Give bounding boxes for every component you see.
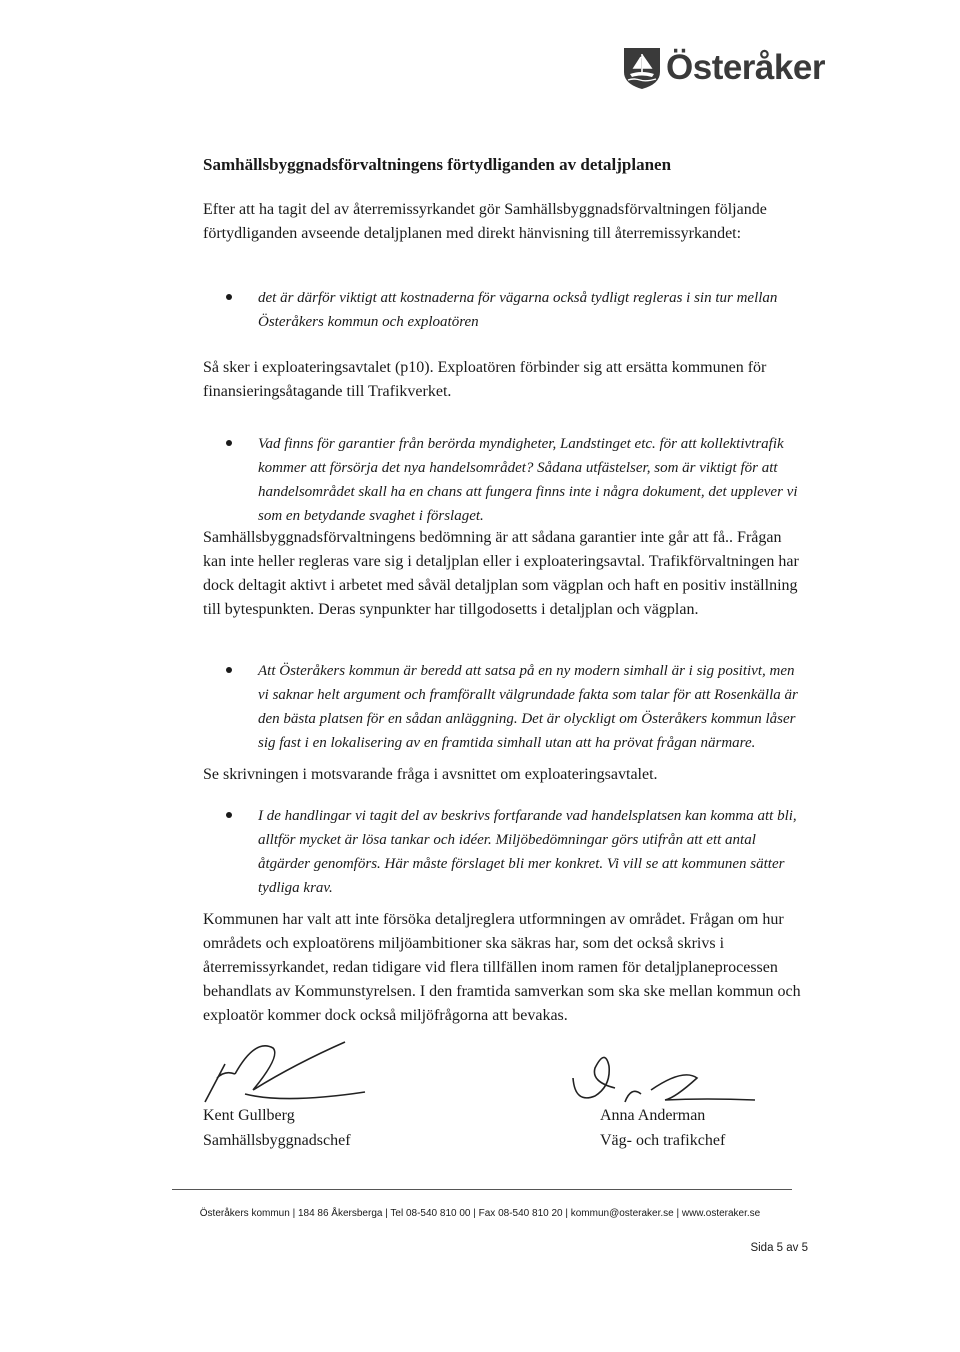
quoted-bullet <box>226 432 806 528</box>
quoted-bullet <box>226 804 806 900</box>
response-paragraph: Samhällsbyggnadsförvaltningens bedömning är att sådana garantier inte går att få.. Frågan kan inte heller regleras vare sig i detaljplan eller i exploateringsavtal. Trafikförvaltningen har dock deltagit aktivt i arbetet med såväl detaljplan som vägplan och haft en positiv inställning till bytespunkten. Deras synpunkter har tillgodosetts i detaljplan och vägplan. <box>203 529 799 618</box>
signature-left <box>195 1034 435 1106</box>
logo-text: Österåker <box>666 48 825 87</box>
page-number: Sida 5 av 5 <box>750 1242 808 1254</box>
logo <box>622 44 825 92</box>
bullet-icon <box>226 812 232 818</box>
bullet-icon <box>226 294 232 300</box>
bullet-icon <box>226 667 232 673</box>
signatory-title: Väg- och trafikchef <box>600 1132 726 1149</box>
footer-divider <box>172 1189 792 1190</box>
intro-paragraph: Efter att ha tagit del av återremissyrkandet gör Samhällsbyggnadsförvaltningen följande förtydliganden avseende detaljplanen med direkt hänvisning till återremissyrkandet: <box>203 201 767 242</box>
signatory-name: Anna Anderman <box>600 1107 706 1124</box>
response-paragraph: Så sker i exploateringsavtalet (p10). Exploatören förbinder sig att ersätta kommunen för finansieringsåtagande till Trafikverket. <box>203 359 767 400</box>
quoted-text: Att Österåkers kommun är beredd att satsa på en ny modern simhall är i sig positivt, men vi saknar helt argument och framförallt välgrundade fakta som talar för att Rosenkälla är den bästa platsen för en sådan anläggning. Det är olyckligt om Österåkers kommun låser sig fast i en lokalisering av en framtida simhall utan att ha prövat frågan närmare. <box>258 663 798 751</box>
footer-contact: Österåkers kommun | 184 86 Åkersberga | Tel 08-540 810 00 | Fax 08-540 810 20 | kommun@osteraker.se | www.osteraker.se <box>199 1208 761 1219</box>
quoted-text: I de handlingar vi tagit del av beskrivs fortfarande vad handelsplatsen kan komma att bli, alltför mycket är lösa tankar och idéer. Miljöbedömningar görs utifrån att ett antal åtgärder genomförs. Här måste förslaget bli mer konkret. Vi vill se att kommunen sätter tydliga krav. <box>258 808 797 896</box>
quoted-bullet <box>226 659 806 755</box>
signatory-title: Samhällsbyggnadschef <box>203 1132 351 1149</box>
quoted-bullet <box>226 286 806 334</box>
quoted-text: Vad finns för garantier från berörda myndigheter, Landstinget etc. för att kollektivtrafik kommer att försörja det nya handelsområdet? Sådana utfästelser, som är viktigt för att handelsområdet skall ha en chans att fungera finns inte i några dokument, det upplever vi som en betydande svaghet i förslaget. <box>258 436 798 524</box>
bullet-icon <box>226 440 232 446</box>
coat-of-arms-icon <box>622 46 662 90</box>
signatory-name: Kent Gullberg <box>203 1107 295 1124</box>
signature-right <box>565 1038 805 1110</box>
response-paragraph: Kommunen har valt att inte försöka detaljreglera utformningen av området. Frågan om hur områdets och exploatörens miljöambitioner ska säkras har, som det också skrivs i återremissyrkandet, redan tidigare vid flera tillfällen inom ramen för detaljplaneprocessen behandlats av Kommunstyrelsen. I den framtida samverkan som ska ske mellan kommun och exploatör kommer dock också miljöfrågorna att bevakas. <box>203 911 801 1024</box>
response-paragraph: Se skrivningen i motsvarande fråga i avsnittet om exploateringsavtalet. <box>203 766 658 783</box>
quoted-text: det är därför viktigt att kostnaderna för vägarna också tydligt regleras i sin tur mellan Österåkers kommun och exploatören <box>258 290 778 330</box>
page-title: Samhällsbyggnadsförvaltningens förtydliganden av detaljplanen <box>203 155 672 174</box>
